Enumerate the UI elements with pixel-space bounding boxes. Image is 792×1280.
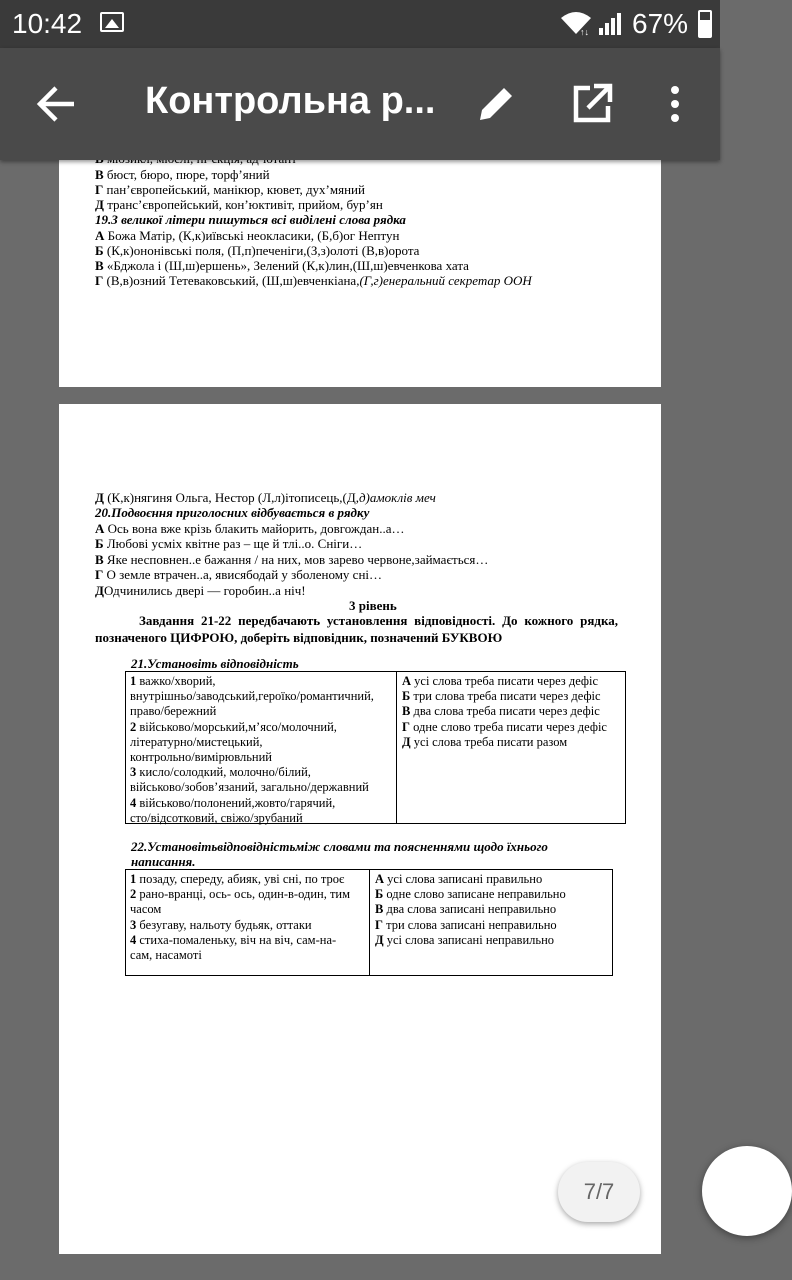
table-cell-line: 4 стиха-помаленьку, віч на віч, сам-на- [130,932,337,947]
task22-right-column [371,870,614,975]
edit-pencil-icon[interactable] [474,82,518,126]
table-cell-line: А усі слова треба писати через дефіс [402,674,599,688]
table-cell-line: В два слова записані неправильно [375,902,557,917]
table-cell-line: 2 військово/морський,м’ясо/молочний, [130,719,337,734]
table-cell-line: Г три слова записані неправильно [375,917,557,932]
text-line: Г пан’європейський, манікюр, кювет, дух’мяний [95,182,365,197]
text-line: Г О земле втрачен..а, явисябодай у зболеному сні… [95,567,383,582]
document-title: Контрольна р... [145,80,436,122]
task21-right-column [398,672,627,823]
battery-icon [698,10,712,38]
table-cell-line: сто/відсотковий, свіжо/зрубаний [130,810,303,825]
table-cell-line: Д усі слова треба писати разом [402,734,568,749]
table-cell-line: В два слова треба писати через дефіс [402,704,600,719]
document-page-7 [59,404,661,1254]
text-line: Б Любові усміх квітне раз – ще й тлі..о. Сніги… [95,536,363,551]
more-options-icon[interactable] [660,82,690,126]
page-indicator: 7/7 [558,1162,640,1222]
task22-left-column [126,870,369,975]
table-cell-line: сам, насамоті [130,948,202,963]
floating-action-button[interactable] [702,1146,792,1236]
question-heading: 19.З великої літери пишуться всі виділені слова рядка [95,212,406,227]
level-heading: 3 рівень [349,598,397,613]
task21-table [125,671,626,824]
text-line: Г (В,в)озний Тетеваковський, (Ш,ш)евченкіана,(Г,г)енеральний секретар ООН [95,273,532,288]
table-cell-line: Д усі слова записані неправильно [375,932,555,947]
table-cell-line: А усі слова записані правильно [375,872,543,886]
question-heading: 20.Подвоєння приголосних відбувається в рядку [95,505,370,520]
status-bar [0,0,720,48]
table-cell-line: Б одне слово записане неправильно [375,887,566,902]
text-line: А Божа Матір, (К,к)иївські неокласики, (Б,б)ог Нептун [95,228,400,243]
table-cell-line: 2 рано-вранці, ось- ось, один-в-один, тим [130,887,351,902]
table-cell-line: 3 кисло/солодкий, молочно/білий, [130,765,311,780]
table-cell-line: внутрішньо/заводський,героїко/романтичний, [130,689,374,704]
app-bar [0,48,720,160]
signal-icon [598,12,622,36]
table-cell-line: Б три слова треба писати через дефіс [402,689,601,704]
table-cell-line: 1 важко/хворий, [130,674,216,688]
task22-table [125,869,613,976]
wifi-icon [560,10,592,36]
table-cell-line: право/бережний [130,704,217,719]
battery-percentage: 67% [632,8,689,39]
document-page-6 [59,160,661,387]
table-cell-line: контрольно/вимірювльний [130,750,272,765]
task21-left-column [126,672,396,823]
table-cell-line: 1 позаду, спереду, абияк, уві сні, по троє [130,872,345,886]
svg-text:↑↓: ↑↓ [580,27,589,37]
task-intro: Завдання 21-22 передбачають установлення відповідності. До кожного рядка, позначеного ЦИФРОЮ, доберіть відповідник, позначений БУКВОЮ [95,613,618,645]
text-line: В «Бджола і (Ш,ш)ершень», Зелений (К,к)лин,(Ш,ш)евченкова хата [95,258,469,273]
text-line: Д (К,к)нягиня Ольга, Нестор (Л,л)ітописець,(Д,д)амоклів меч [95,490,436,505]
text-line: В бюст, бюро, пюре, торф’яний [95,167,270,182]
back-arrow-icon[interactable] [34,84,78,124]
text-line: В Яке несповнен..е бажання / на них, мов зарево червоне,займається… [95,552,489,567]
text-line: ДОдчинились двері — горобин..а ніч! [95,583,306,598]
table-cell-line: Г одне слово треба писати через дефіс [402,719,607,734]
table-cell-line: часом [130,902,162,917]
text-line: Б (К,к)ононівські поля, (П,п)печеніги,(З,з)олоті (В,в)орота [95,243,420,258]
table-cell-line: військово/зобов’язаний, загально/державний [130,780,369,795]
task22-heading: 22.Установітьвідповідністьміж словами та поясненнями щодо їхнього написання. [131,839,548,869]
table-cell-line: 3 безугаву, нальоту будьяк, оттаки [130,917,312,932]
open-in-new-icon[interactable] [570,82,614,126]
image-notification-icon [100,12,124,32]
status-time: 10:42 [12,8,83,39]
text-line: Д транс’європейський, кон’юктивіт, прийом, бур’ян [95,197,383,212]
table-cell-line: 4 військово/полонений,жовто/гарячий, [130,795,336,810]
table-cell-line: літературно/мистецький, [130,734,263,749]
text-line: А Ось вона вже крізь блакить майорить, довгождан..а… [95,521,405,536]
task21-heading: 21.Установіть відповідність [131,656,299,671]
